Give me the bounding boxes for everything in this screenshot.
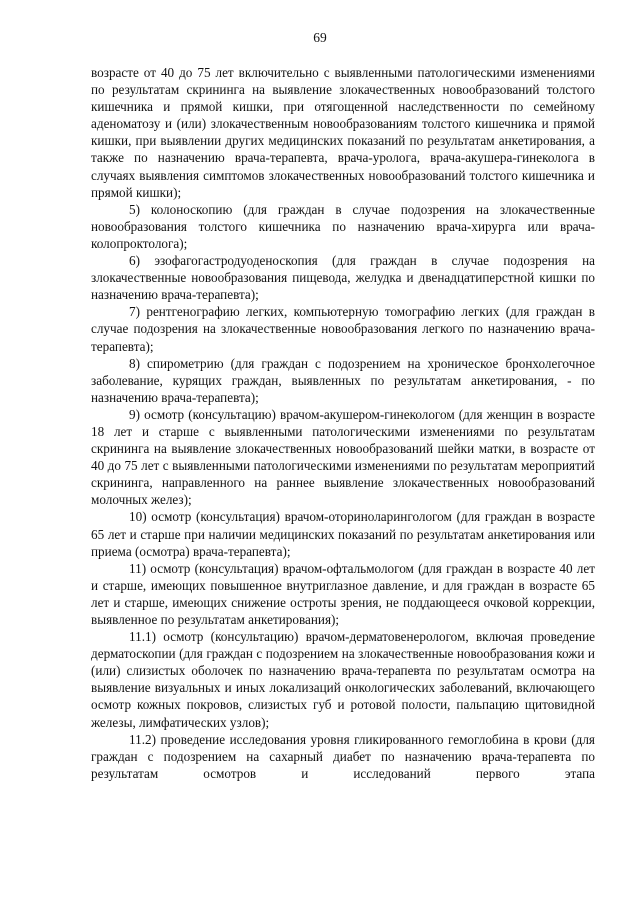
paragraph-item-7: 7) рентгенографию легких, компьютерную томографию легких (для граждан в случае подозрения на злокачественные новообразования легкого по назначению врача-терапевта); [91, 304, 595, 354]
paragraph-item-8: 8) спирометрию (для граждан с подозрением на хроническое бронхолегочное заболевание, курящих граждан, выявленных по результатам анкетирования, - по назначению врача-терапевта); [91, 355, 595, 405]
paragraph-item-6: 6) эзофагогастродуоденоскопия (для граждан в случае подозрения на злокачественные новообразования пищевода, желудка и двенадцатиперстной кишки по назначению врача-терапевта); [91, 253, 595, 303]
page-number: 69 [313, 30, 327, 45]
paragraph-item-11-2: 11.2) проведение исследования уровня гликированного гемоглобина в крови (для граждан с подозрением на сахарный диабет по назначению врача-терапевта по результатам осмотров и исследований первого этапа [91, 731, 595, 781]
paragraph-item-11: 11) осмотр (консультация) врачом-офтальмологом (для граждан в возрасте 40 лет и старше, имеющих повышенное внутриглазное давление, и для граждан в возрасте 65 лет и старше, имеющих снижение остроты зрения, не поддающееся очковой коррекции, выявленное по результатам анкетирования); [91, 560, 595, 627]
paragraph-item-9: 9) осмотр (консультацию) врачом-акушером-гинекологом (для женщин в возрасте 18 лет и старше с выявленными патологическими изменениями по результатам скрининга на выявление злокачественных новообразований шейки матки, в возрасте от 40 до 75 лет с выявленными патологическими изменениями по результатам мероприятий скрининга, направленного на раннее выявление злокачественных новообразований молочных желез); [91, 406, 595, 508]
paragraph-item-11-1: 11.1) осмотр (консультацию) врачом-дерматовенерологом, включая проведение дерматоскопии (для граждан с подозрением на злокачественные новообразования кожи и (или) слизистых оболочек по назначению врача-терапевта по результатам осмотра на выявление визуальных и иных локализаций онкологических заболеваний, включающего осмотр кожных покровов, слизистых губ и ротовой полости, пальпацию щитовидной железы, лимфатических узлов); [91, 629, 595, 730]
paragraph-item-5: 5) колоноскопию (для граждан в случае подозрения на злокачественные новообразования толстого кишечника по назначению врача-хирурга или врача-колопроктолога); [91, 201, 595, 251]
paragraph-continuation: возрасте от 40 до 75 лет включительно с выявленными патологическими изменениями по результатам скрининга на выявление злокачественных новообразований толстого кишечника и прямой кишки, при отягощенной наследственности по семейному аденоматозу и (или) злокачественным новообразованиям толстого кишечника и прямой кишки, при выявлении других медицинских показаний по результатам анкетирования, а также по назначению врача-терапевта, врача-уролога, врача-акушера-гинеколога в случаях выявления симптомов злокачественных новообразований толстого кишечника и прямой кишки); [91, 65, 595, 200]
document-body [91, 64, 595, 782]
paragraph-item-10: 10) осмотр (консультация) врачом-оториноларингологом (для граждан в возрасте 65 лет и старше при наличии медицинских показаний по результатам анкетирования или приема (осмотра) врача-терапевта); [91, 509, 595, 559]
